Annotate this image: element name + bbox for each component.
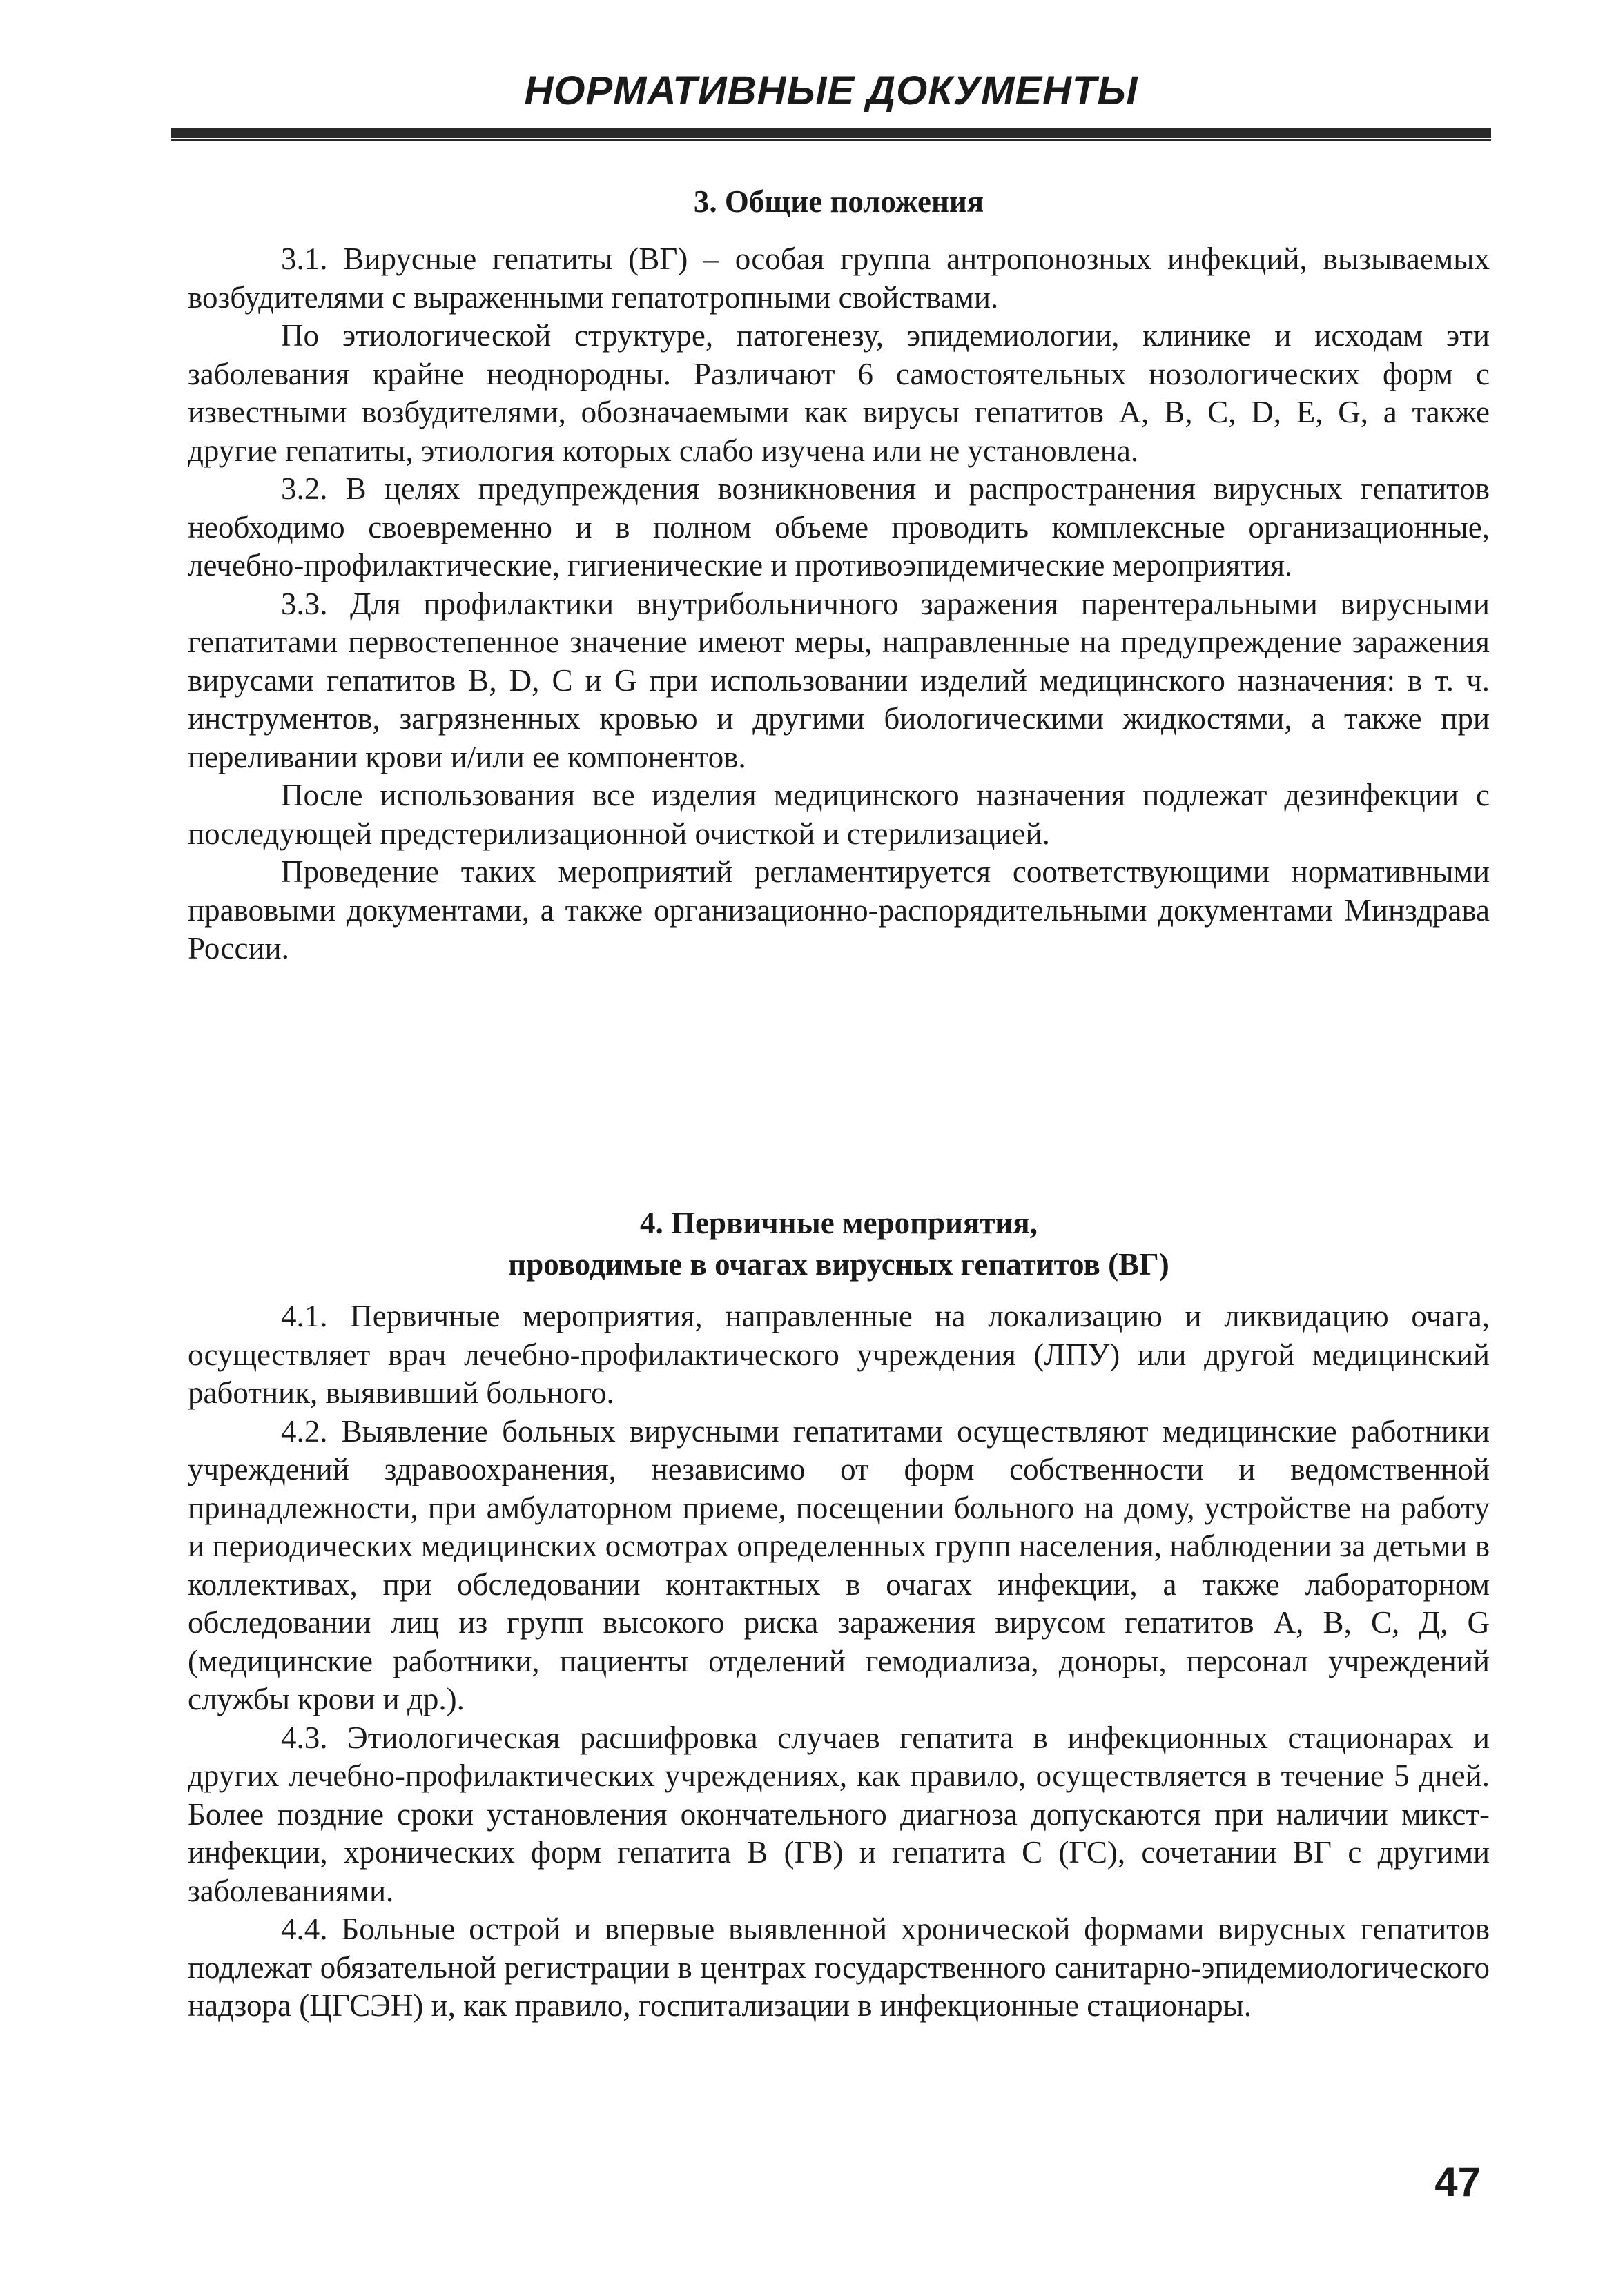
paragraph-3-3: 3.3. Для профилактики внутрибольничного заражения парентеральными вирусными гепатитами первостепенное значение имеют меры, направленные на предупреждение заражения вирусами гепатитов В, D, С и G при использовании изделий медицинского назначения: в т. ч. инструментов, загрязненных кровью и другими биологическими жидкостями, а также при переливании крови и/или ее компонентов. [188, 586, 1490, 774]
paragraph-3-3-regulation: Проведение таких мероприятий регламентируется соответствующими нормативными правовыми документами, а также организационно-распорядительными документами Минздрава России. [188, 854, 1490, 965]
paragraph-3-2: 3.2. В целях предупреждения возникновения и распространения вирусных гепатитов необходимо своевременно и в полном объеме проводить комплексные организационные, лечебно-профилактические, гигиенические и противоэпидемические мероприятия. [188, 471, 1490, 582]
header-rule [171, 128, 1491, 138]
paragraph-3-1-etiology: По этиологической структуре, патогенезу, эпидемиологии, клинике и исходам эти заболевания крайне неоднородны. Различают 6 самостоятельных нозологических форм с известными возбудителями, обозначаемыми как вирусы гепатитов А, В, С, D, Е, G, а также другие гепатиты, этиология которых слабо изучена или не установлена. [188, 318, 1490, 468]
section-4-heading [188, 1202, 1490, 1285]
section-title-line: 4. Первичные мероприятия, [640, 1206, 1038, 1240]
paragraph-4-1: 4.1. Первичные мероприятия, направленные на локализацию и ликвидацию очага, осуществляет врач лечебно-профилактического учреждения (ЛПУ) или другой медицинский работник, выявивший больного. [188, 1299, 1490, 1410]
paragraph-4-4: 4.4. Больные острой и впервые выявленной хронической формами вирусных гепатитов подлежат обязательной регистрации в центрах государственного санитарно-эпидемиологического надзора (ЦГСЭН) и, как правило, госпитализации в инфекционные стационары. [188, 1912, 1490, 2023]
paragraph-4-2: 4.2. Выявление больных вирусными гепатитами осуществляют медицинские работники учреждений здравоохранения, независимо от форм собственности и ведомственной принадлежности, при амбулаторном приеме, посещении больного на дому, устройстве на работу и периодических медицинских осмотрах определенных групп населения, наблюдении за детьми в коллективах, при обследовании контактных в очагах инфекции, а также лабораторном обследовании лиц из групп высокого риска заражения вирусом гепатитов А, В, С, Д, G (медицинские работники, пациенты отделений гемодиализа, доноры, персонал учреждений службы крови и др.). [188, 1413, 1490, 1716]
section-title-line: 3. Общие положения [693, 184, 984, 219]
section-3-body [188, 240, 1490, 968]
paragraph-3-3-disinfection: После использования все изделия медицинского назначения подлежат дезинфекции с последующей предстерилизационной очисткой и стерилизацией. [188, 778, 1490, 851]
page-number: 47 [1434, 2159, 1481, 2205]
paragraph-4-3: 4.3. Этиологическая расшифровка случаев гепатита в инфекционных стационарах и других лечебно-профилактических учреждениях, как правило, осуществляется в течение 5 дней. Более поздние сроки установления окончательного диагноза допускаются при наличии микст-инфекции, хронических форм гепатита В (ГВ) и гепатита С (ГС), сочетании ВГ с другими заболеваниями. [188, 1720, 1490, 1908]
section-3-heading [188, 181, 1490, 222]
paragraph-3-1: 3.1. Вирусные гепатиты (ВГ) – особая группа антропонозных инфекций, вызываемых возбудителями с выраженными гепатотропными свойствами. [188, 242, 1490, 315]
section-title-line: проводимые в очагах вирусных гепатитов (ВГ) [508, 1247, 1169, 1282]
running-header: НОРМАТИВНЫЕ ДОКУМЕНТЫ [524, 68, 1138, 113]
section-4-body [188, 1297, 1490, 2025]
